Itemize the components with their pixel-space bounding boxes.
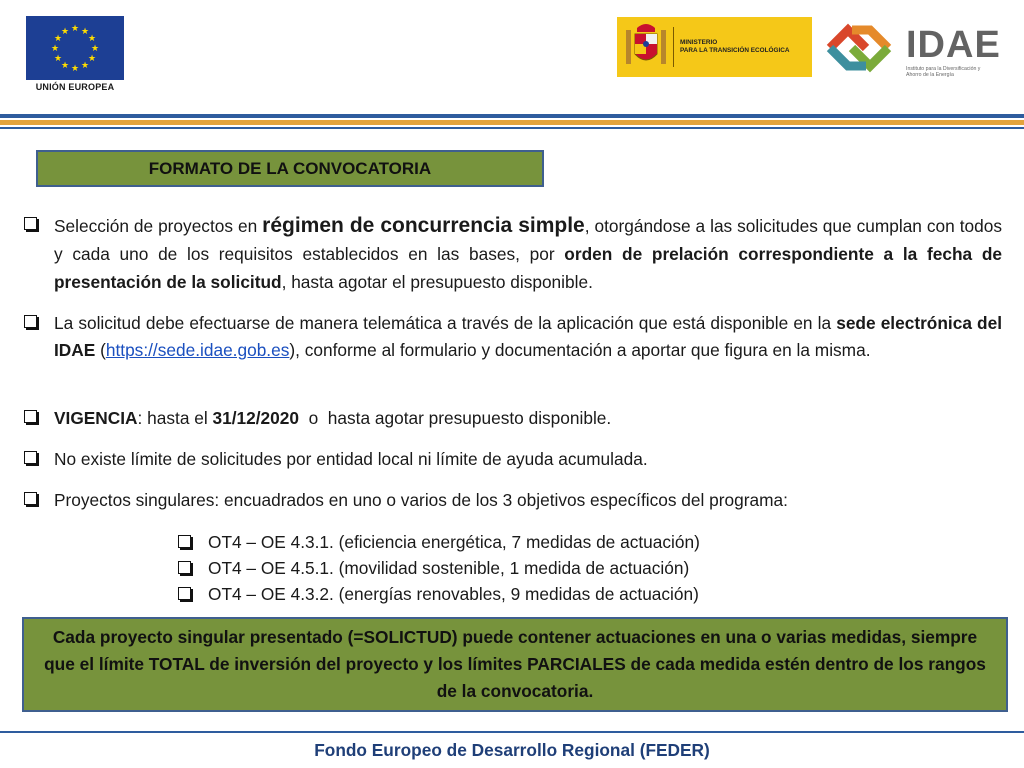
header-bar-blue: [0, 114, 1024, 118]
checkbox-bullet-icon: [178, 535, 191, 548]
footer-bar: [0, 731, 1024, 733]
svg-text:★: ★: [80, 27, 90, 37]
ministry-name: MINISTERIO PARA LA TRANSICIÓN ECOLÓGICA: [680, 39, 790, 54]
checkbox-bullet-icon: [178, 587, 191, 600]
svg-text:★: ★: [87, 34, 97, 44]
svg-text:★: ★: [80, 61, 90, 71]
idae-mark-icon: [816, 17, 902, 79]
bullet-item: Proyectos singulares: encuadrados en uno o varios de los 3 objetivos específicos del programa:: [24, 487, 1002, 514]
checkbox-bullet-icon: [24, 410, 37, 423]
section-title: FORMATO DE LA CONVOCATORIA: [36, 150, 544, 187]
svg-text:★: ★: [53, 54, 63, 64]
idae-logo: [816, 17, 1001, 79]
checkbox-bullet-icon: [24, 492, 37, 505]
eu-label: UNIÓN EUROPEA: [35, 82, 115, 92]
svg-text:★: ★: [53, 34, 63, 44]
idae-subtitle: Instituto para la Diversificación y Ahorro de la Energía: [906, 66, 981, 78]
svg-text:★: ★: [70, 24, 80, 34]
svg-text:★: ★: [60, 27, 70, 37]
ministry-logo: [617, 17, 812, 77]
sede-link[interactable]: https://sede.idae.gob.es: [105, 340, 290, 360]
svg-text:★: ★: [90, 44, 100, 54]
bullet-item: VIGENCIA: hasta el 31/12/2020 o hasta agotar presupuesto disponible.: [24, 405, 1002, 432]
svg-text:★: ★: [60, 61, 70, 71]
callout-text: Cada proyecto singular presentado (=SOLICTUD) puede contener actuaciones en una o varias medidas, siempre que el límite TOTAL de inversión del proyecto y los límites PARCIALES de cada medida estén dentro de los rangos de la convocatoria.: [44, 627, 986, 701]
bullet-item: Selección de proyectos en régimen de concurrencia simple, otorgándose a las solicitudes que cumplan con todos y cada uno de los requisitos establecidos en las bases, por orden de prelación correspondiente a la fecha de presentación de la solicitud, hasta agotar el presupuesto disponible.: [24, 212, 1002, 296]
header-bar-orange: [0, 120, 1024, 125]
bullet-item: La solicitud debe efectuarse de manera telemática a través de la aplicación que está disponible en la sede electrónica del IDAE (https://sede.idae.gob.es), conforme al formulario y documentación a aportar que figura en la misma.: [24, 310, 1002, 364]
svg-text:★: ★: [50, 44, 60, 54]
bullet-item: No existe límite de solicitudes por entidad local ni límite de ayuda acumulada.: [24, 446, 1002, 473]
coat-of-arms-icon: [623, 20, 669, 74]
footer-text: Fondo Europeo de Desarrollo Regional (FEDER): [314, 740, 710, 760]
callout-box: [22, 617, 1008, 712]
eu-logo: [26, 16, 124, 94]
svg-text:★: ★: [87, 54, 97, 64]
checkbox-bullet-icon: [178, 561, 191, 574]
checkbox-bullet-icon: [24, 217, 37, 230]
objective-item: OT4 – OE 4.3.2. (energías renovables, 9 medidas de actuación): [178, 581, 878, 607]
svg-text:★: ★: [70, 64, 80, 74]
checkbox-bullet-icon: [24, 315, 37, 328]
ministry-divider: [673, 27, 674, 67]
header-bar-blue-thin: [0, 127, 1024, 129]
objective-item: OT4 – OE 4.3.1. (eficiencia energética, 7 medidas de actuación): [178, 529, 878, 555]
eu-flag-icon: [26, 16, 124, 80]
objective-item: OT4 – OE 4.5.1. (movilidad sostenible, 1 medida de actuación): [178, 555, 878, 581]
checkbox-bullet-icon: [24, 451, 37, 464]
idae-name: IDAE: [906, 24, 1001, 66]
